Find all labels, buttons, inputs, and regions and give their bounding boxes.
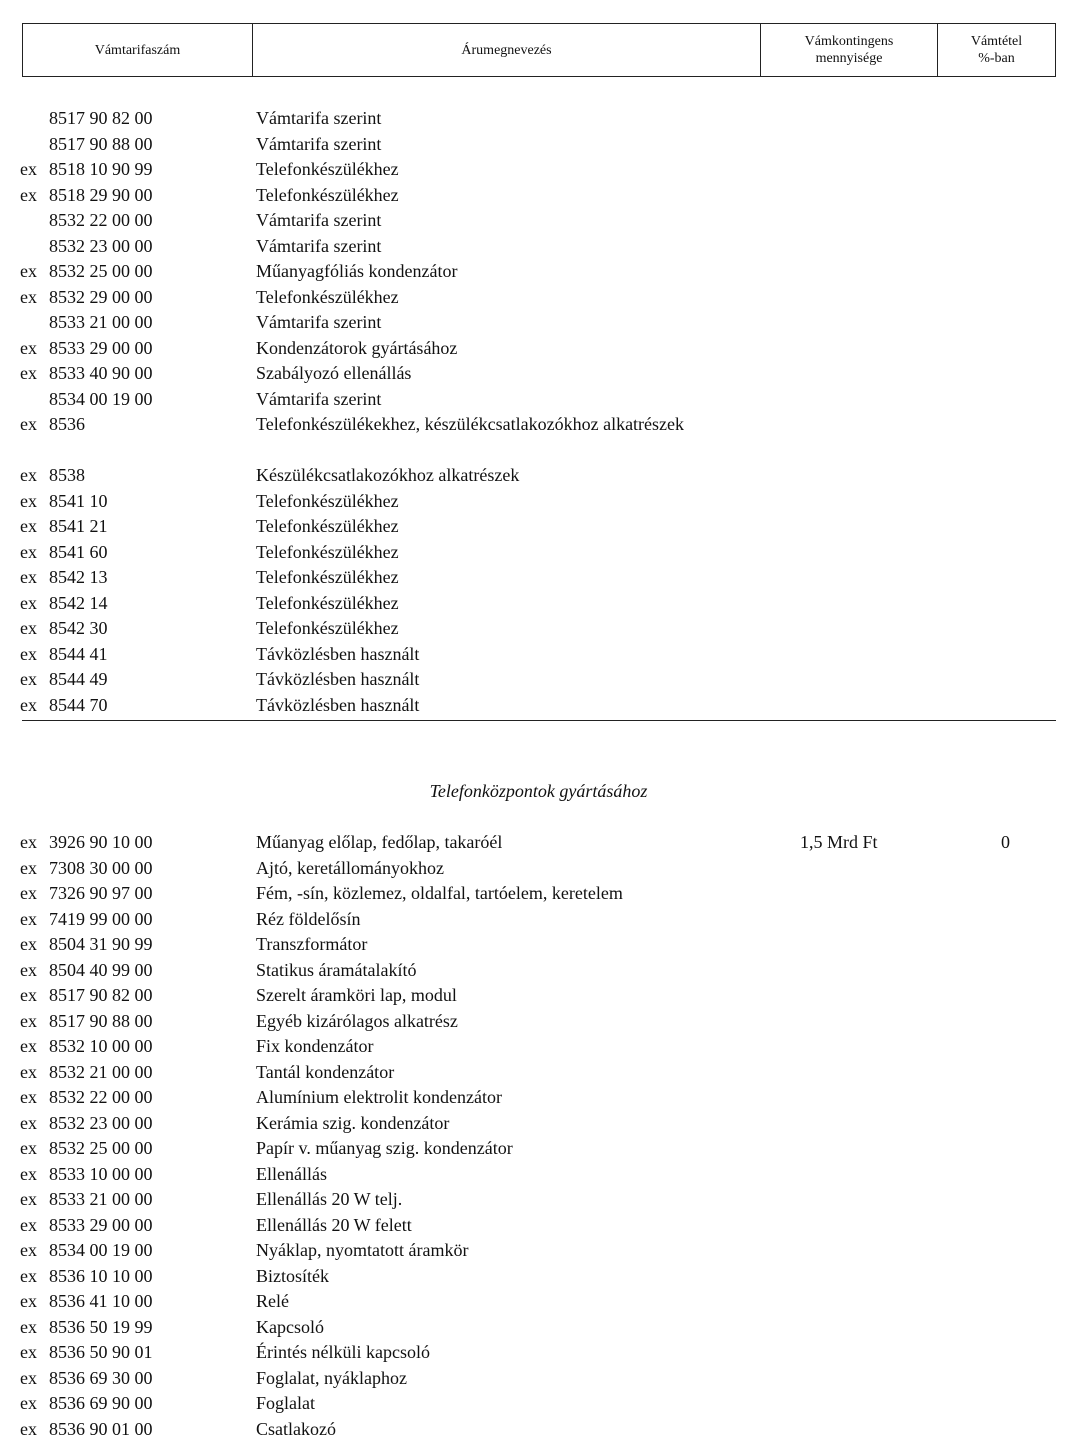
row-ex-prefix: ex xyxy=(20,959,37,980)
row-description: Műanyag előlap, fedőlap, takaróél xyxy=(256,832,503,852)
table-row xyxy=(0,336,1077,362)
row-ex-prefix: ex xyxy=(20,669,37,689)
row-tariff-code: 3926 90 10 00 xyxy=(49,832,153,852)
row-description: Vámtarifa szerint xyxy=(256,312,382,332)
table-row xyxy=(0,1009,1077,1035)
row-tariff-code: 8536 50 90 01 xyxy=(49,1342,153,1362)
row-tariff-code: 8517 90 82 00 xyxy=(49,985,153,1005)
table-row xyxy=(0,1162,1077,1188)
row-ex-prefix: ex xyxy=(20,832,37,852)
table-row xyxy=(0,412,1077,463)
row-ex-prefix: ex xyxy=(20,1087,37,1107)
row-description: Távközlésben használt xyxy=(256,643,420,664)
row-tariff-code: 8517 90 82 00 xyxy=(49,108,153,128)
row-ex-prefix: ex xyxy=(20,1393,37,1413)
row-tariff-code: 8532 23 00 00 xyxy=(49,1112,153,1133)
row-tariff-code: 8536 69 90 00 xyxy=(49,1393,153,1413)
row-description: Nyáklap, nyomtatott áramkör xyxy=(256,1240,469,1260)
row-description: Telefonkészülékhez xyxy=(256,618,399,638)
row-description: Biztosíték xyxy=(256,1265,329,1286)
row-tariff-code: 8542 14 xyxy=(49,592,108,613)
row-ex-prefix: ex xyxy=(20,1316,37,1337)
row-description: Vámtarifa szerint xyxy=(256,235,382,256)
row-tariff-code: 8518 10 90 99 xyxy=(49,159,153,179)
table-row xyxy=(0,1289,1077,1315)
table-row xyxy=(0,642,1077,668)
row-ex-prefix: ex xyxy=(20,567,37,587)
table-row xyxy=(0,285,1077,311)
row-ex-prefix: ex xyxy=(20,159,37,179)
row-description: Telefonkészülékhez xyxy=(256,159,399,179)
row-ex-prefix: ex xyxy=(20,286,37,307)
table-row xyxy=(0,208,1077,234)
row-description: Relé xyxy=(256,1291,289,1311)
row-tariff-code: 8538 xyxy=(49,465,85,485)
table-row xyxy=(0,907,1077,933)
header-product-name: Árumegnevezés xyxy=(253,24,761,76)
table-row xyxy=(0,983,1077,1009)
row-tariff-code: 8536 41 10 00 xyxy=(49,1291,153,1311)
table-row xyxy=(0,1340,1077,1366)
row-ex-prefix: ex xyxy=(20,1061,37,1082)
row-description: Réz földelősín xyxy=(256,908,361,929)
row-ex-prefix: ex xyxy=(20,465,37,485)
table-row xyxy=(0,1238,1077,1264)
row-description: Telefonkészülékhez xyxy=(256,567,399,587)
row-tariff-code: 8532 25 00 00 xyxy=(49,261,153,281)
row-ex-prefix: ex xyxy=(20,516,37,536)
table-row xyxy=(0,1391,1077,1417)
row-description: Papír v. műanyag szig. kondenzátor xyxy=(256,1138,513,1158)
table-row xyxy=(0,616,1077,642)
row-description: Foglalat xyxy=(256,1393,315,1413)
row-tariff-code: 8504 40 99 00 xyxy=(49,959,153,980)
row-description: Ajtó, keretállományokhoz xyxy=(256,857,444,878)
row-ex-prefix: ex xyxy=(20,618,37,638)
table-row xyxy=(0,540,1077,566)
row-tariff-code: 8517 90 88 00 xyxy=(49,1010,153,1031)
header-quota-quantity: Vámkontingens mennyisége xyxy=(761,24,938,76)
row-description: Egyéb kizárólagos alkatrész xyxy=(256,1010,458,1031)
table-header xyxy=(22,23,1056,77)
row-tariff-code: 8533 29 00 00 xyxy=(49,1214,153,1235)
table-row xyxy=(0,856,1077,882)
row-tariff-code: 8536 xyxy=(49,414,85,434)
table-row xyxy=(0,1366,1077,1392)
section-divider xyxy=(22,720,1056,721)
row-tariff-code: 8536 10 10 00 xyxy=(49,1265,153,1286)
row-tariff-code: 8532 22 00 00 xyxy=(49,1087,153,1107)
row-tariff-code: 8533 21 00 00 xyxy=(49,312,153,332)
table-row xyxy=(0,1264,1077,1290)
row-ex-prefix: ex xyxy=(20,985,37,1005)
row-tariff-code: 8532 23 00 00 xyxy=(49,235,153,256)
row-ex-prefix: ex xyxy=(20,1265,37,1286)
table-row xyxy=(0,361,1077,387)
table-row xyxy=(0,958,1077,984)
row-tariff-code: 8541 21 xyxy=(49,516,108,536)
row-ex-prefix: ex xyxy=(20,490,37,511)
table-row xyxy=(0,387,1077,413)
table-row xyxy=(0,234,1077,260)
table-row xyxy=(0,489,1077,515)
table-row xyxy=(0,1136,1077,1162)
row-description: Kondenzátorok gyártásához xyxy=(256,337,458,358)
row-ex-prefix: ex xyxy=(20,184,37,205)
row-rate: 0 xyxy=(1001,832,1010,852)
row-description: Érintés nélküli kapcsoló xyxy=(256,1342,430,1362)
row-ex-prefix: ex xyxy=(20,1010,37,1031)
header-tariff-number: Vámtarifaszám xyxy=(23,24,253,76)
row-description: Ellenállás xyxy=(256,1163,327,1184)
row-description: Telefonkészülékhez xyxy=(256,592,399,613)
row-ex-prefix: ex xyxy=(20,1291,37,1311)
row-description: Fém, -sín, közlemez, oldalfal, tartóelem, keretelem xyxy=(256,883,623,903)
row-description: Vámtarifa szerint xyxy=(256,108,382,128)
table-row xyxy=(0,132,1077,158)
row-quota: 1,5 Mrd Ft xyxy=(800,832,878,852)
table-row xyxy=(0,830,1077,856)
row-description: Távközlésben használt xyxy=(256,694,420,715)
table-row xyxy=(0,1187,1077,1213)
row-description: Vámtarifa szerint xyxy=(256,210,382,230)
table-row xyxy=(0,1213,1077,1239)
row-tariff-code: 8542 30 xyxy=(49,618,108,638)
row-tariff-code: 8544 49 xyxy=(49,669,108,689)
row-tariff-code: 8541 10 xyxy=(49,490,108,511)
row-tariff-code: 8536 50 19 99 xyxy=(49,1316,153,1337)
row-description: Szabályozó ellenállás xyxy=(256,363,412,383)
row-tariff-code: 7419 99 00 00 xyxy=(49,908,153,929)
row-description: Telefonkészülékhez xyxy=(256,516,399,536)
row-ex-prefix: ex xyxy=(20,1367,37,1388)
row-tariff-code: 8536 69 30 00 xyxy=(49,1367,153,1388)
row-ex-prefix: ex xyxy=(20,261,37,281)
table-row xyxy=(0,591,1077,617)
row-description: Telefonkészülékekhez, készülékcsatlakozókhoz alkatrészek xyxy=(256,414,685,434)
row-tariff-code: 8532 29 00 00 xyxy=(49,286,153,307)
row-tariff-code: 8504 31 90 99 xyxy=(49,934,153,954)
row-tariff-code: 8532 25 00 00 xyxy=(49,1138,153,1158)
row-tariff-code: 8533 40 90 00 xyxy=(49,363,153,383)
row-description: Telefonkészülékhez xyxy=(256,286,399,307)
row-ex-prefix: ex xyxy=(20,592,37,613)
row-description: Foglalat, nyáklaphoz xyxy=(256,1367,407,1388)
row-ex-prefix: ex xyxy=(20,908,37,929)
row-tariff-code: 8534 00 19 00 xyxy=(49,388,153,409)
table-row xyxy=(0,932,1077,958)
row-description: Alumínium elektrolit kondenzátor xyxy=(256,1087,502,1107)
table-row xyxy=(0,514,1077,540)
row-ex-prefix: ex xyxy=(20,541,37,562)
row-description: Telefonkészülékhez xyxy=(256,184,399,205)
row-tariff-code: 8532 22 00 00 xyxy=(49,210,153,230)
section-telephone-exchange-list xyxy=(0,830,1077,1442)
row-tariff-code: 8544 41 xyxy=(49,643,108,664)
row-tariff-code: 8533 21 00 00 xyxy=(49,1189,153,1209)
table-row xyxy=(0,1034,1077,1060)
table-row xyxy=(0,310,1077,336)
row-description: Statikus áramátalakító xyxy=(256,959,417,980)
row-tariff-code: 8541 60 xyxy=(49,541,108,562)
table-row xyxy=(0,1111,1077,1137)
row-ex-prefix: ex xyxy=(20,694,37,715)
row-description: Kapcsoló xyxy=(256,1316,324,1337)
row-tariff-code: 8518 29 90 00 xyxy=(49,184,153,205)
row-tariff-code: 7326 90 97 00 xyxy=(49,883,153,903)
section-general-list xyxy=(0,106,1077,718)
row-tariff-code: 8534 00 19 00 xyxy=(49,1240,153,1260)
row-ex-prefix: ex xyxy=(20,883,37,903)
section-title: Telefonközpontok gyártásához xyxy=(429,781,648,801)
row-ex-prefix: ex xyxy=(20,1214,37,1235)
row-tariff-code: 8532 21 00 00 xyxy=(49,1061,153,1082)
table-row xyxy=(0,667,1077,693)
row-description: Kerámia szig. kondenzátor xyxy=(256,1112,450,1133)
row-ex-prefix: ex xyxy=(20,1342,37,1362)
table-row xyxy=(0,881,1077,907)
table-row xyxy=(0,1417,1077,1443)
row-ex-prefix: ex xyxy=(20,1189,37,1209)
row-tariff-code: 8542 13 xyxy=(49,567,108,587)
row-ex-prefix: ex xyxy=(20,414,37,434)
table-row xyxy=(0,183,1077,209)
row-ex-prefix: ex xyxy=(20,1418,37,1439)
table-row xyxy=(0,693,1077,719)
row-ex-prefix: ex xyxy=(20,363,37,383)
table-row xyxy=(0,157,1077,183)
row-ex-prefix: ex xyxy=(20,857,37,878)
row-ex-prefix: ex xyxy=(20,1163,37,1184)
row-tariff-code: 8532 10 00 00 xyxy=(49,1036,153,1056)
row-ex-prefix: ex xyxy=(20,1240,37,1260)
row-tariff-code: 8544 70 xyxy=(49,694,108,715)
row-description: Vámtarifa szerint xyxy=(256,388,382,409)
row-description: Készülékcsatlakozókhoz alkatrészek xyxy=(256,465,520,485)
row-description: Ellenállás 20 W telj. xyxy=(256,1189,403,1209)
row-description: Fix kondenzátor xyxy=(256,1036,374,1056)
row-ex-prefix: ex xyxy=(20,934,37,954)
row-tariff-code: 8536 90 01 00 xyxy=(49,1418,153,1439)
row-ex-prefix: ex xyxy=(20,1138,37,1158)
row-tariff-code: 8533 29 00 00 xyxy=(49,337,153,358)
row-ex-prefix: ex xyxy=(20,1112,37,1133)
row-description: Tantál kondenzátor xyxy=(256,1061,395,1082)
table-row xyxy=(0,1315,1077,1341)
table-row xyxy=(0,259,1077,285)
table-row xyxy=(0,1060,1077,1086)
row-description: Telefonkészülékhez xyxy=(256,541,399,562)
header-duty-rate: Vámtétel %-ban xyxy=(970,34,1023,66)
table-row xyxy=(0,463,1077,489)
table-row xyxy=(0,106,1077,132)
row-description: Telefonkészülékhez xyxy=(256,490,399,511)
row-description: Csatlakozó xyxy=(256,1418,336,1439)
row-tariff-code: 8517 90 88 00 xyxy=(49,133,153,154)
row-description: Távközlésben használt xyxy=(256,669,420,689)
row-ex-prefix: ex xyxy=(20,1036,37,1056)
row-ex-prefix: ex xyxy=(20,643,37,664)
row-tariff-code: 7308 30 00 00 xyxy=(49,857,153,878)
row-description: Ellenállás 20 W felett xyxy=(256,1214,412,1235)
row-description: Műanyagfóliás kondenzátor xyxy=(256,261,458,281)
row-description: Vámtarifa szerint xyxy=(256,133,382,154)
table-row xyxy=(0,1085,1077,1111)
row-ex-prefix: ex xyxy=(20,337,37,358)
row-tariff-code: 8533 10 00 00 xyxy=(49,1163,153,1184)
table-row xyxy=(0,565,1077,591)
row-description: Transzformátor xyxy=(256,934,368,954)
row-description: Szerelt áramköri lap, modul xyxy=(256,985,457,1005)
